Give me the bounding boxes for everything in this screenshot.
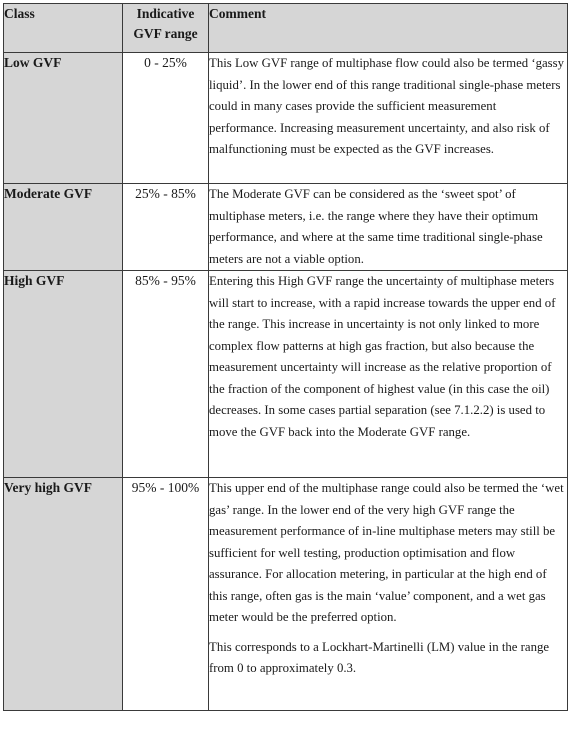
row-comment xyxy=(209,184,568,271)
row-comment-text: This Low GVF range of multiphase flow could also be termed ‘gassy liquid’. In the lower end of this range traditional single-phase meters could in many cases provide the sufficient measurement performance. Increasing measurement uncertainty, and also risk of malfunctioning must be expected as the GVF increases. xyxy=(209,56,565,156)
row-gvf-range: 85% - 95% xyxy=(123,271,209,478)
table-row xyxy=(4,184,568,271)
row-class-label: Moderate GVF xyxy=(4,184,123,271)
header-class: Class xyxy=(4,4,123,53)
row-comment xyxy=(209,53,568,184)
row-class-label: Low GVF xyxy=(4,53,123,184)
row-class-label: Very high GVF xyxy=(4,478,123,711)
row-comment xyxy=(209,478,568,711)
header-comment: Comment xyxy=(209,4,568,53)
header-gvf-line2: GVF range xyxy=(133,26,198,41)
row-comment-note: This corresponds to a Lockhart-Martinelli (LM) value in the range from 0 to approximately 0.3. xyxy=(209,639,550,675)
row-comment-text: Entering this High GVF range the uncertainty of multiphase meters will start to increase, with a rapid increase towards the upper end of the range. This increase in uncertainty is not only linked to more complex flow patterns at high gas fraction, but also because the measurement uncertainty will increase as the relative proportion of the fraction of the component of highest value (in this case the oil) decreases. In some cases partial separation (see 7.1.2.2) is used to move the GVF back into the Moderate GVF range. xyxy=(209,274,556,439)
row-gvf-range: 0 - 25% xyxy=(123,53,209,184)
row-comment-text: This upper end of the multiphase range could also be termed the ‘wet gas’ range. In the lower end of the very high GVF range the measurement performance of in-line multiphase meters may still be sufficient for well testing, production optimisation and flow assurance. For allocation metering, in particular at the high end of this range, often gas is the main ‘value’ component, and a wet gas meter would be the preferred option. xyxy=(209,481,564,624)
table-row xyxy=(4,478,568,711)
table-row xyxy=(4,271,568,478)
header-gvf-range xyxy=(123,4,209,53)
table-row xyxy=(4,53,568,184)
row-comment-text: The Moderate GVF can be considered as the ‘sweet spot’ of multiphase meters, i.e. the range where they have their optimum performance, and where at the same time traditional single-phase meters are not a viable option. xyxy=(209,187,543,266)
row-gvf-range: 95% - 100% xyxy=(123,478,209,711)
header-gvf-line1: Indicative xyxy=(136,6,195,21)
table-header-row xyxy=(4,4,568,53)
row-comment xyxy=(209,271,568,478)
row-gvf-range: 25% - 85% xyxy=(123,184,209,271)
row-class-label: High GVF xyxy=(4,271,123,478)
gvf-classification-table xyxy=(3,3,568,711)
